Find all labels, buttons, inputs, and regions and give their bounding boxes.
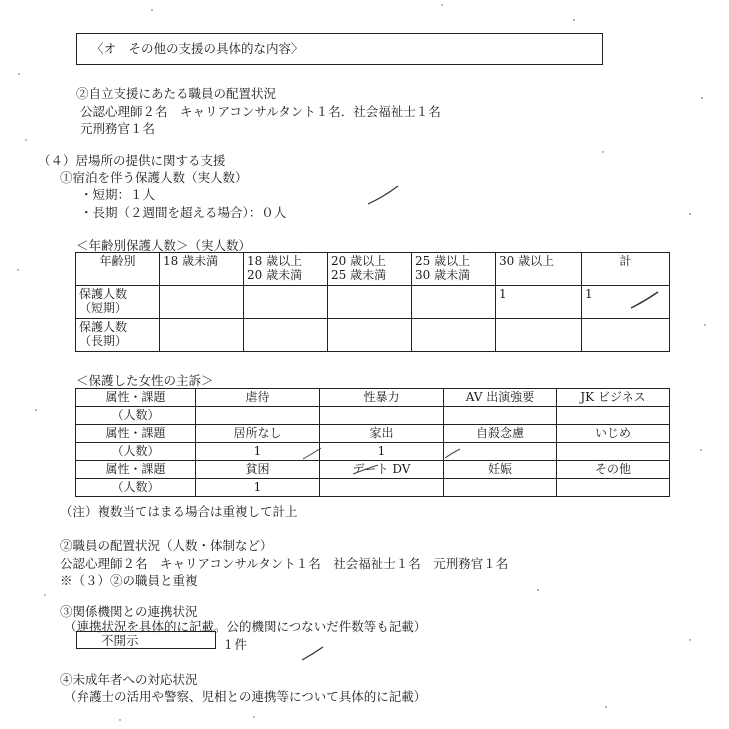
age-row-label: 保護人数 （長期）: [76, 319, 160, 352]
check-mark: [302, 647, 323, 660]
short-term-count: ・短期：１人: [80, 187, 156, 202]
check-mark: [445, 449, 460, 458]
complaint-category-cell: 属性・課題: [76, 461, 196, 479]
complaint-category-cell: 属性・課題: [76, 389, 196, 407]
long-term-count: ・長期（２週間を超える場合）：０人: [80, 205, 287, 220]
section4-heading: （４）居場所の提供に関する支援: [38, 153, 226, 168]
staff-independence-heading: ②自立支援にあたる職員の配置状況: [76, 86, 277, 101]
check-mark: [368, 186, 398, 204]
check-mark: [303, 448, 321, 459]
age-table-caption: ＜年齢別保護人数＞（実人数）: [76, 238, 252, 253]
complaint-count-cell: （人数）: [76, 407, 196, 425]
age-header-cell: 25 歳以上 30 歳未満: [412, 253, 496, 286]
complaint-category-cell: 妊娠: [444, 461, 557, 479]
age-header-cell: 30 歳以上: [496, 253, 582, 286]
cooperation-heading: ③関係機関との連携状況: [60, 604, 198, 619]
complaint-category-cell: 居所なし: [196, 425, 320, 443]
complaint-count-cell: 1: [196, 443, 320, 461]
complaint-category-cell: JK ビジネス: [557, 389, 670, 407]
check-mark: [353, 465, 378, 474]
staff-placement-line2: ※（３）②の職員と重複: [60, 573, 198, 588]
cooperation-note: （連携状況を具体的に記載。公的機関につないだ件数等も記載）: [64, 619, 427, 634]
other-support-label: 〈オ その他の支援の具体的な内容〉: [91, 41, 304, 56]
age-header-cell: 18 歳以上 20 歳未満: [244, 253, 328, 286]
complaint-category-cell: 家出: [320, 425, 444, 443]
cooperation-count: １件: [222, 637, 248, 652]
age-row-label: 保護人数 （短期）: [76, 286, 160, 319]
complaint-category-cell: 自殺念慮: [444, 425, 557, 443]
complaint-count-cell: 1: [320, 443, 444, 461]
complaint-category-cell: いじめ: [557, 425, 670, 443]
complaint-category-cell: デート DV: [320, 461, 444, 479]
redacted-box: 不開示: [76, 631, 216, 649]
complaint-count-cell: 1: [196, 479, 320, 497]
age-value-cell: 1: [496, 286, 582, 319]
minors-note: （弁護士の活用や警察、児相との連携等について具体的に記載）: [64, 689, 427, 704]
age-header-cell: 年齢別: [76, 253, 160, 286]
complaint-count-cell: （人数）: [76, 479, 196, 497]
complaint-table-caption: ＜保護した女性の主訴＞: [76, 373, 214, 388]
scan-specks: [17, 4, 705, 720]
staff-independence-line1: 公認心理師２名 キャリアコンサルタント１名．社会福祉士１名: [80, 104, 441, 119]
complaint-count-cell: （人数）: [76, 443, 196, 461]
age-header-cell: 18 歳未満: [160, 253, 244, 286]
age-header-cell: 20 歳以上 25 歳未満: [328, 253, 412, 286]
complaint-category-cell: 属性・課題: [76, 425, 196, 443]
age-value-cell: 1: [582, 286, 670, 319]
complaint-category-cell: その他: [557, 461, 670, 479]
staff-placement-line1: 公認心理師２名 キャリアコンサルタント１名 社会福祉士１名 元刑務官１名: [60, 556, 509, 571]
staff-placement-heading: ②職員の配置状況（人数・体制など）: [60, 538, 273, 553]
lodging-heading: ①宿泊を伴う保護人数（実人数）: [60, 170, 248, 185]
complaint-category-cell: AV 出演強要: [444, 389, 557, 407]
complaint-category-cell: 貧困: [196, 461, 320, 479]
complaint-note: （注）複数当てはまる場合は重複して計上: [60, 504, 298, 519]
check-mark: [631, 292, 658, 308]
minors-heading: ④未成年者への対応状況: [60, 672, 198, 687]
complaint-category-cell: 虐待: [196, 389, 320, 407]
age-header-cell: 計: [582, 253, 670, 286]
staff-independence-line2: 元刑務官１名: [80, 121, 156, 136]
complaint-category-cell: 性暴力: [320, 389, 444, 407]
